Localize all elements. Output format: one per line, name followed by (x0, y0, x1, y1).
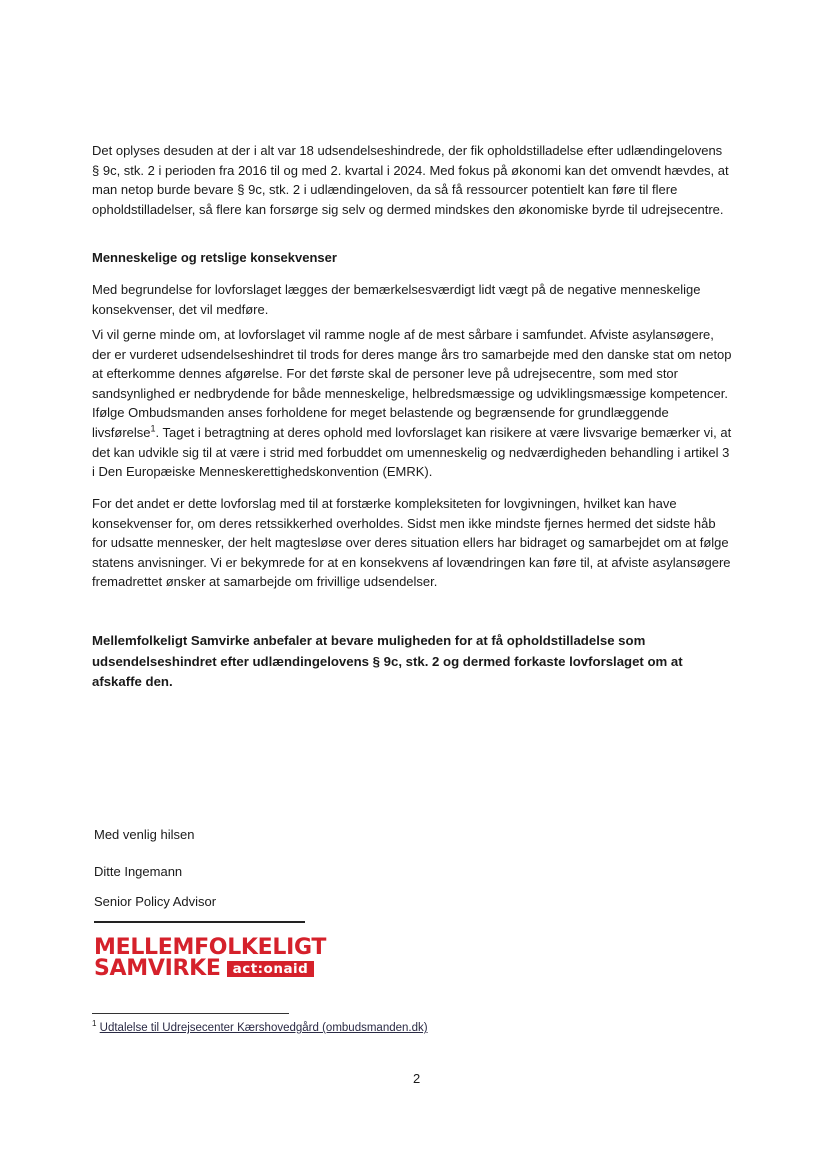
footnote-divider (92, 1013, 289, 1014)
footnote (92, 1019, 428, 1034)
paragraph-text: Det oplyses desuden at der i alt var 18 udsendelseshindrede, der fik opholdstilladelse efter udlændingelovens § 9c, stk. 2 i perioden fra 2016 til og med 2. kvartal i 2024. Med fokus på økonomi kan det omvendt hævdes, at man netop burde bevare § 9c, stk. 2 i udlændingeloven, da så få ressourcer potentielt kan føre til flere opholdstilladelser, så flere kan forsørge sig selv og dermed mindskes den økonomiske byrde til udrejsecentre. (92, 143, 729, 217)
paragraph-text: For det andet er dette lovforslag med til at forstærke kompleksiteten for lovgivningen, hvilket kan have konsekvenser for, om deres retssikkerhed overholdes. Sidst men ikke mindste fjernes hermed det sidste håb for udsatte mennesker, der helt magtesløse over deres situation ellers har bidraget og samarbejdet om at følge statens anvisninger. Vi er bekymrede for at en konsekvens af lovændringen kan føre til, at afviste asylansøgere fremadrettet ønsker at samarbejde om frivillige udsendelser. (92, 496, 731, 590)
signature-divider (94, 921, 305, 923)
page-number: 2 (413, 1071, 421, 1086)
recommendation-paragraph (92, 631, 732, 693)
paragraph-text (92, 325, 732, 482)
paragraph-economy (92, 141, 732, 219)
footnote-link[interactable]: Udtalelse til Udrejsecenter Kærshovedgård (ombudsmanden.dk) (99, 1022, 428, 1034)
paragraph-justification (92, 280, 732, 319)
section-heading: Menneskelige og retslige konsekvenser (92, 250, 337, 265)
paragraph-text: Med begrundelse for lovforslaget lægges der bemærkelsesværdigt lidt vægt på de negative menneskelige konsekvenser, det vil medføre. (92, 282, 701, 317)
signatory-title: Senior Policy Advisor (94, 894, 217, 909)
closing-greeting: Med venlig hilsen (94, 827, 195, 842)
logo-line-1: MELLEMFOLKELIGT (94, 935, 327, 960)
signatory-name: Ditte Ingemann (94, 864, 183, 879)
footnote-number: 1 (92, 1019, 97, 1029)
organization-logo (94, 935, 327, 981)
paragraph-text-part2: . Taget i betragtning at deres ophold med lovforslaget kan risikere at være livsvarige bemærker vi, at det kan udvikle sig til at være i strid med forbuddet om umenneskelig og nedværdigheden behandling i artikel 3 i Den Europæiske Menneskerettighedskonvention (EMRK). (92, 424, 732, 480)
logo-line-2-text: SAMVIRKE (94, 956, 221, 981)
paragraph-text-part1: Vi vil gerne minde om, at lovforslaget vil ramme nogle af de mest sårbare i samfundet. Afviste asylansøgere, der er vurderet udsendelseshindret til trods for deres mange års tro samarbejde med den danske stat om netop at efterkomme dennes afgørelse. For det første skal de personer leve på udrejsecentre, som med stor sandsynlighed er nedbrydende for både menneskelige, helbredsmæssige og udviklingsmæssige kompetencer. Ifølge Ombudsmanden anses forholdene for meget belastende og begrænsende for grundlæggende livsførelse (92, 327, 732, 440)
footnote-reference[interactable]: 1 (150, 423, 156, 434)
paragraph-complexity (92, 494, 732, 592)
recommendation-text: Mellemfolkeligt Samvirke anbefaler at bevare muligheden for at få opholdstilladelse som udsendelseshindret efter udlændingelovens § 9c, stk. 2 og dermed forkaste lovforslaget om at afskaffe den. (92, 633, 683, 689)
logo-line-2 (94, 958, 309, 979)
actionaid-badge: act:onaid (227, 961, 315, 977)
paragraph-vulnerable (92, 325, 732, 482)
